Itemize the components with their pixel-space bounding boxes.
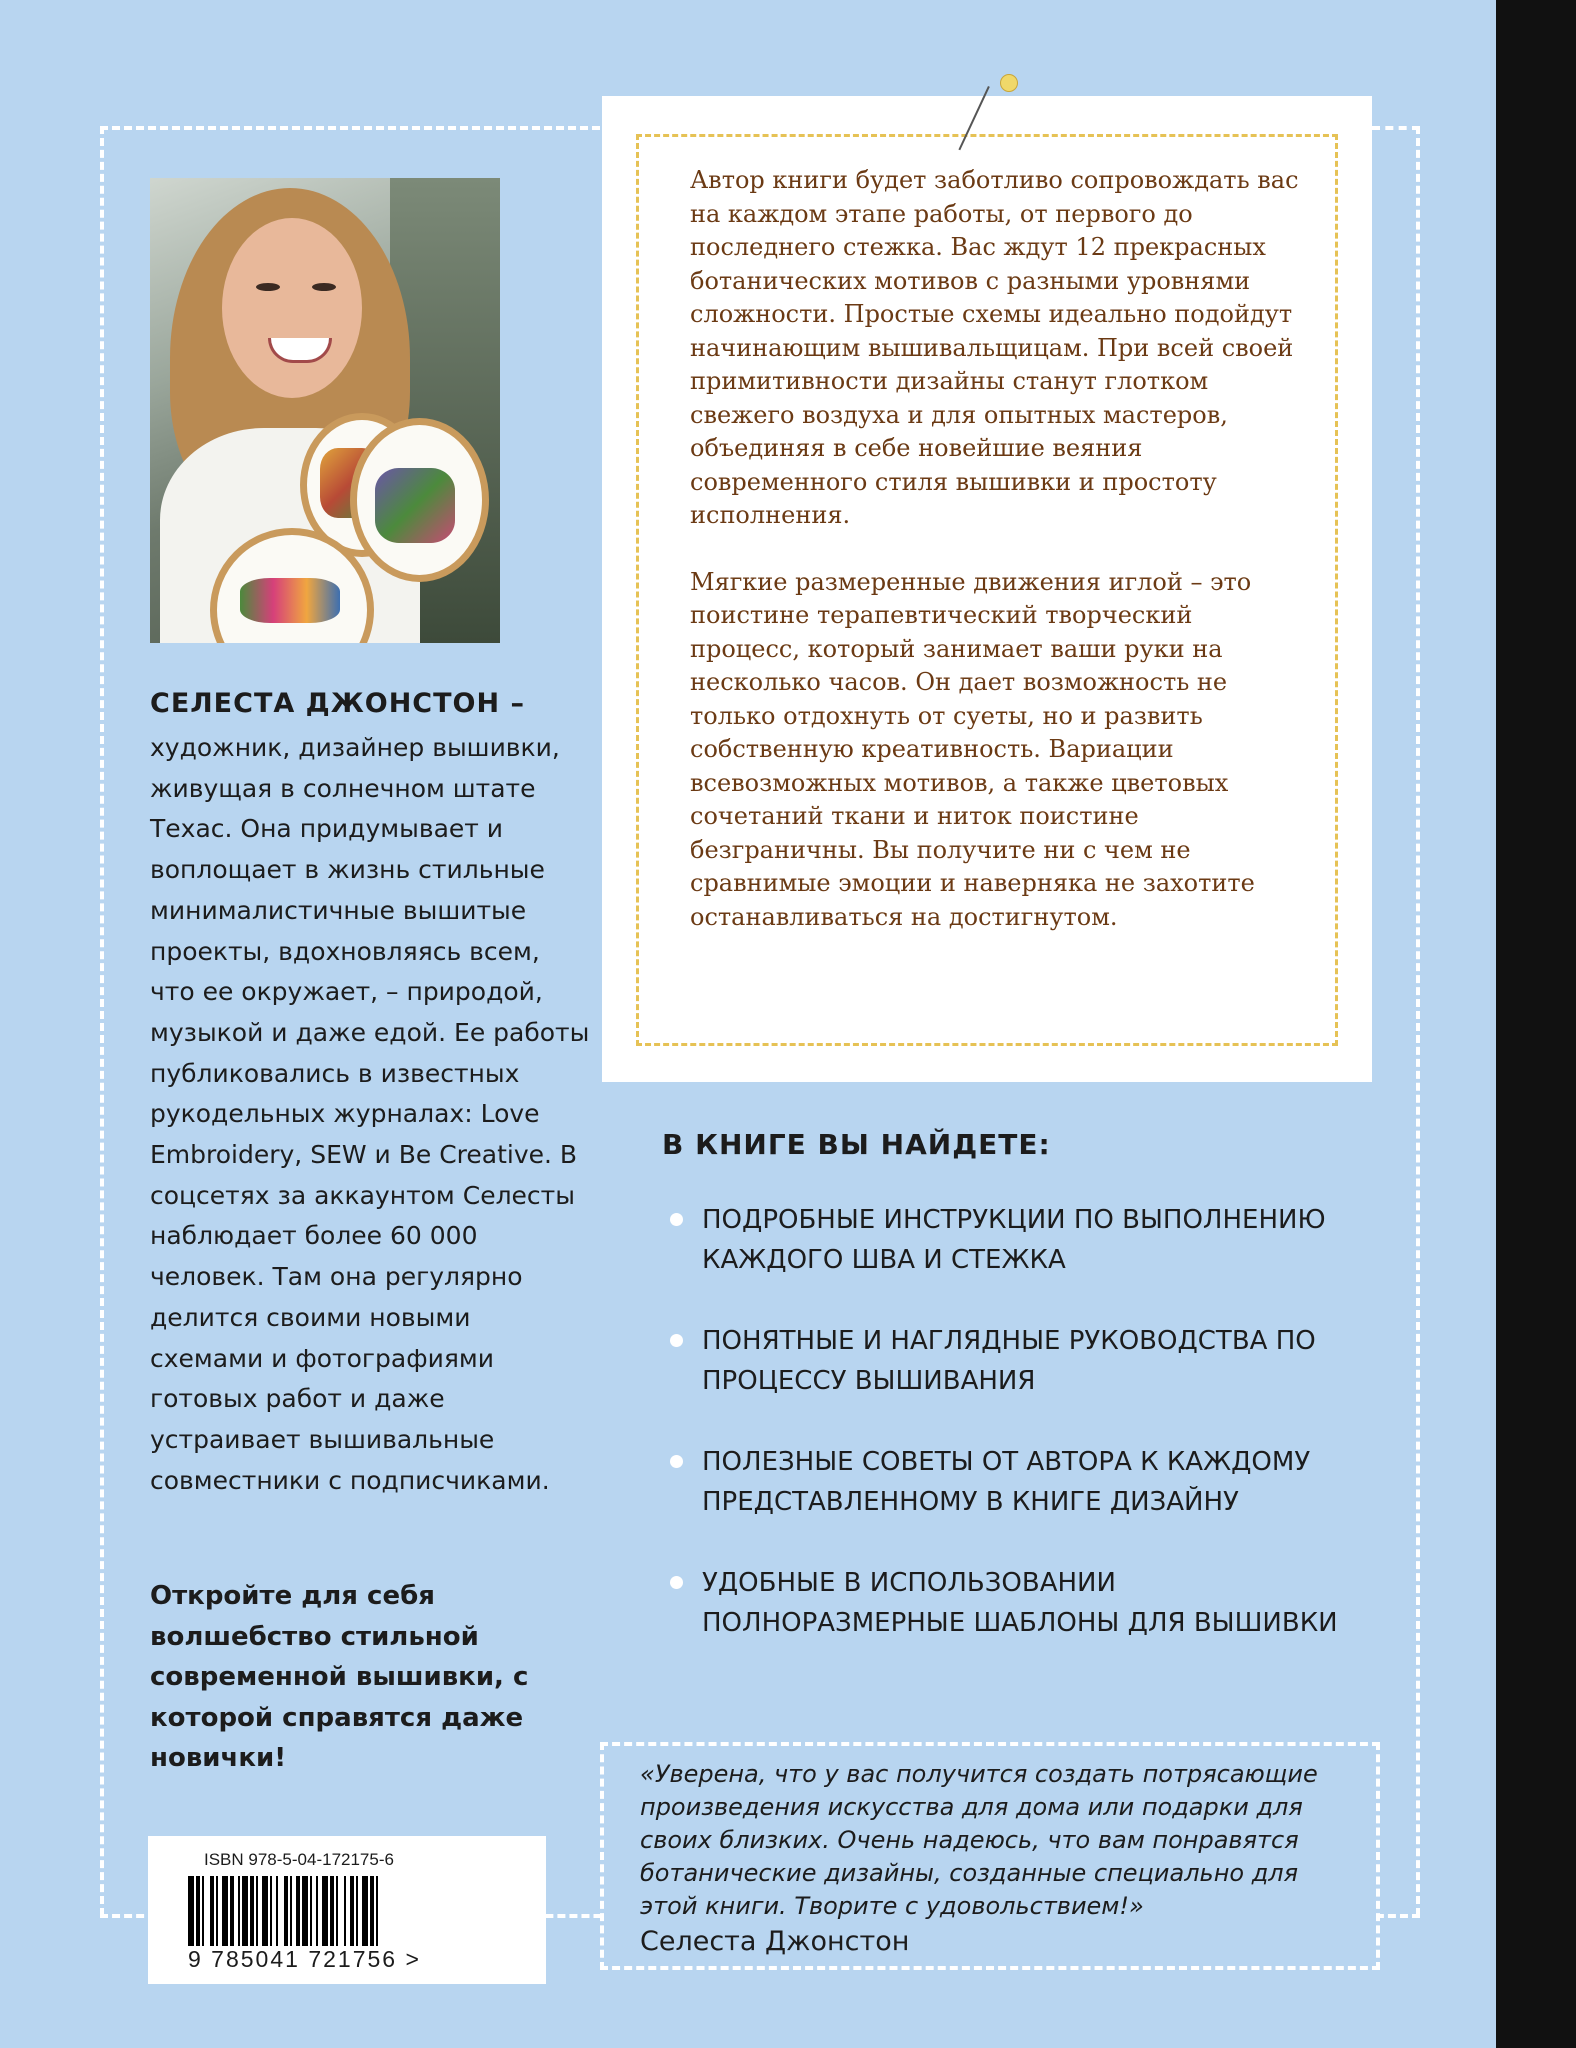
feature-item: ПОЛЕЗНЫЕ СОВЕТЫ ОТ АВТОРА К КАЖДОМУ ПРЕДСТАВЛЕННОМУ В КНИГЕ ДИЗАЙНУ	[670, 1442, 1370, 1522]
features-title: В КНИГЕ ВЫ НАЙДЕТЕ:	[662, 1128, 1051, 1161]
barcode-bars	[188, 1876, 488, 1946]
description-paragraph: Автор книги будет заботливо сопровождать вас на каждом этапе работы, от первого до последнего стежка. Вас ждут 12 прекрасных ботанических мотивов с разными уровнями сложности. Простые схемы идеально подойдут начинающим вышивальщицам. При всей своей примитивности дизайны станут глотком свежего воздуха и для опытных мастеров, объединяя в себе новейшие веяния современного стиля вышивки и простоту исполнения.	[690, 166, 1299, 529]
dashed-border	[1416, 126, 1420, 1916]
author-photo	[150, 178, 500, 643]
bullet-icon	[670, 1455, 683, 1468]
feature-item: УДОБНЫЕ В ИСПОЛЬЗОВАНИИ ПОЛНОРАЗМЕРНЫЕ ШАБЛОНЫ ДЛЯ ВЫШИВКИ	[670, 1563, 1370, 1643]
description-text	[690, 164, 1300, 934]
feature-item: ПОДРОБНЫЕ ИНСТРУКЦИИ ПО ВЫПОЛНЕНИЮ КАЖДОГО ШВА И СТЕЖКА	[670, 1200, 1370, 1280]
author-bio: художник, дизайнер вышивки, живущая в солнечном штате Техас. Она придумывает и воплощает в жизнь стильные минималистичные вышитые проекты, вдохновляясь всем, что ее окружает, – природой, музыкой и даже едой. Ее работы публиковались в известных рукодельных журналах: Love Embroidery, SEW и Be Creative. В соцсетях за аккаунтом Селесты наблюдает более 60 000 человек. Там она регулярно делится своими новыми схемами и фотографиями готовых работ и даже устраивает вышивальные совместники с подписчиками.	[150, 733, 590, 1495]
author-name: СЕЛЕСТА ДЖОНСТОН –	[150, 688, 525, 719]
pin-icon	[1000, 74, 1018, 92]
spine	[1496, 0, 1576, 2048]
barcode-digits: 9 785041 721756 >	[188, 1946, 421, 1972]
description-paragraph: Мягкие размеренные движения иглой – это поистине терапевтический творческий процесс, который занимает ваши руки на несколько часов. Он дает возможность не только отдохнуть от суеты, но и развить собственную креативность. Вариации всевозможных мотивов, а также цветовых сочетаний ткани и ниток поистине безграничны. Вы получите ни с чем не сравнимые эмоции и наверняка не захотите останавливаться на достигнутом.	[690, 567, 1255, 931]
bullet-icon	[670, 1334, 683, 1347]
quote-text: «Уверена, что у вас получится создать потрясающие произведения искусства для дома или подарки для своих близких. Очень надеюсь, что вам понравятся ботанические дизайны, созданные специально для этой книги. Творите с удовольствием!»	[640, 1760, 1318, 1920]
dashed-border	[100, 126, 600, 130]
dashed-border	[100, 126, 104, 1916]
quote-author: Селеста Джонстон	[640, 1926, 910, 1957]
call-to-action: Откройте для себя волшебство стильной современной вышивки, с которой справятся даже новички!	[150, 1581, 529, 1773]
features-list	[670, 1200, 1370, 1643]
isbn-label: ISBN 978-5-04-172175-6	[204, 1850, 394, 1869]
bullet-icon	[670, 1576, 683, 1589]
feature-item: ПОНЯТНЫЕ И НАГЛЯДНЫЕ РУКОВОДСТВА ПО ПРОЦЕССУ ВЫШИВАНИЯ	[670, 1321, 1370, 1401]
description-card	[602, 96, 1372, 1082]
dashed-border	[1372, 126, 1420, 130]
bullet-icon	[670, 1213, 683, 1226]
publisher-logo-icon	[456, 1876, 512, 1932]
